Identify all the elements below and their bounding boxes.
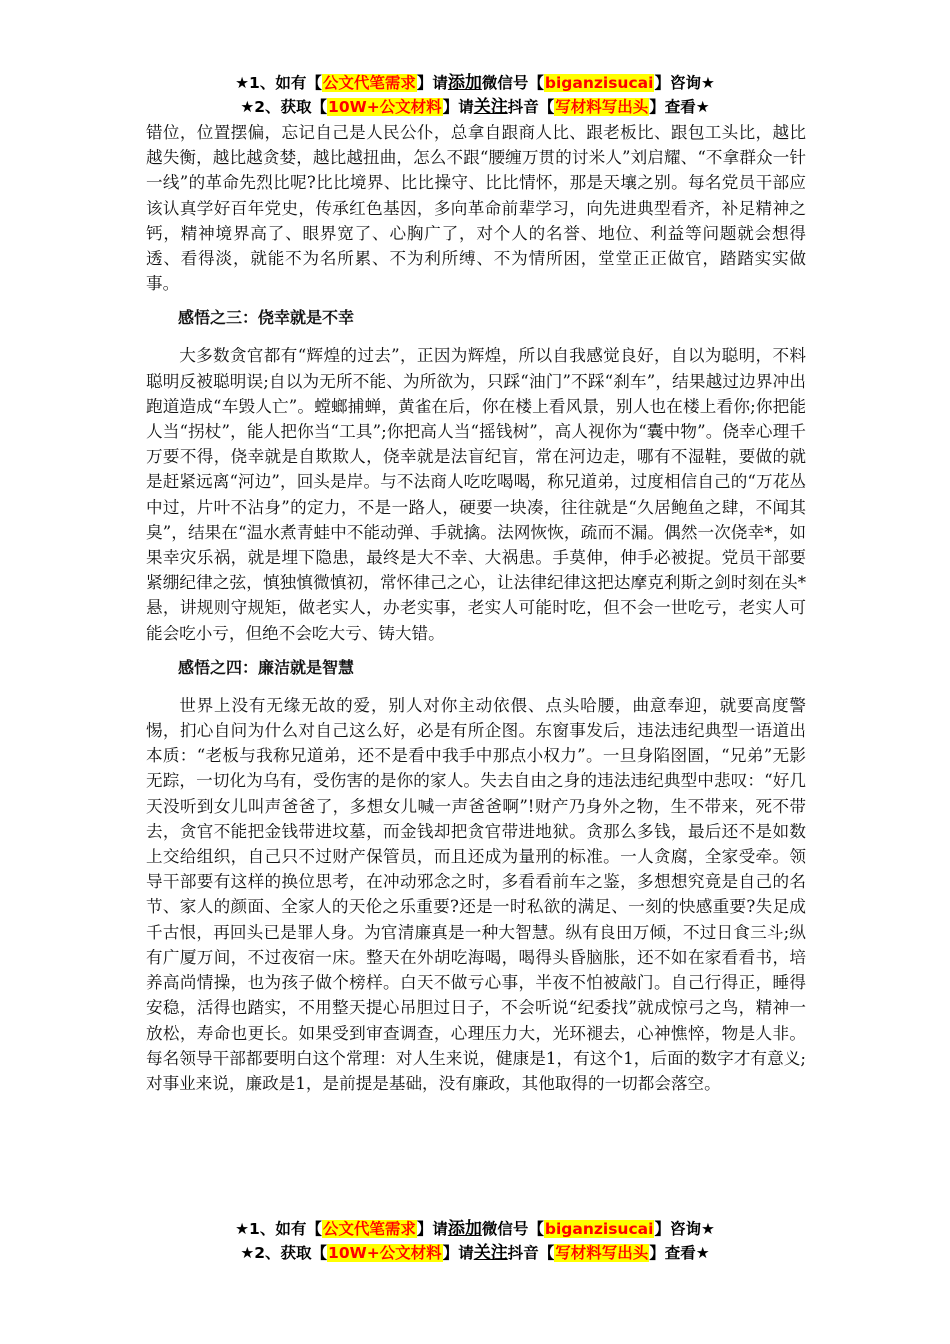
- banner-highlight-wechat-id: biganzisucai: [544, 1220, 654, 1238]
- banner-text: 】请: [416, 1220, 448, 1238]
- banner-text: 微信号【: [481, 1220, 544, 1238]
- section-heading-4: 感悟之四：廉洁就是智慧: [178, 657, 355, 677]
- top-banner-line-1: [0, 72, 950, 94]
- paragraph-section-4: 世界上没有无缘无故的爱，别人对你主动依偎、点头哈腰，曲意奉迎，就要高度警惕，扪心自问为什么对自己这么好，必是有所企图。东窗事发后，违法违纪典型一语道出本质：“老板与我称兄道弟，还不是看中我手中那点小权力”。一旦身陷囹圄，“兄弟”无影无踪，一切化为乌有，受伤害的是你的家人。失去自由之身的违法违纪典型中悲叹：“好几天没听到女儿叫声爸爸了，多想女儿喊一声爸爸啊”!财产乃身外之物，生不带来，死不带去，贪官不能把金钱带进坟墓，而金钱却把贪官带进地狱。贪那么多钱，最后还不是如数上交给组织，自己只不过财产保管员，而且还成为量刑的标准。一人贪腐，全家受牵。领导干部要有这样的换位思考，在冲动邪念之时，多看看前车之鉴，多想想究竟是自己的名节、家人的颜面、全家人的天伦之乐重要?还是一时私欲的满足、一刻的快感重要?失足成千古恨，再回头已是罪人身。为官清廉真是一种大智慧。纵有良田万倾，不过日食三斗;纵有广厦万间，不过夜宿一床。整天在外胡吃海喝，喝得头昏脑胀，还不如在家看看书，培养高尚情操，也为孩子做个榜样。白天不做亏心事，半夜不怕被敲门。自己行得正，睡得安稳，活得也踏实，不用整天提心吊胆过日子，不会听说“纪委找”就成惊弓之鸟，精神一放松，寿命也更长。如果受到审查调查，心理压力大，光环褪去，心神憔悴，物是人非。每名领导干部都要明白这个常理：对人生来说，健康是1，有这个1，后面的数字才有意义;对事业来说，廉政是1，是前提是基础，没有廉政，其他取得的一切都会落空。: [146, 695, 806, 1093]
- banner-text: ★1、如有【: [235, 74, 322, 92]
- banner-text: 】请: [442, 98, 474, 116]
- banner-text: ★1、如有【: [235, 1220, 322, 1238]
- banner-text: 抖音【: [507, 1244, 555, 1262]
- section-heading-3: 感悟之三：侥幸就是不幸: [178, 308, 355, 328]
- banner-text: 】咨询★: [654, 74, 715, 92]
- banner-highlight-douyin-id: 写材料写出头: [555, 98, 649, 116]
- banner-emphasis: 关注: [473, 97, 508, 117]
- banner-text: 】请: [442, 1244, 474, 1262]
- banner-text: 】请: [416, 74, 448, 92]
- bottom-banner-line-1: [0, 1218, 950, 1240]
- banner-emphasis: 添加: [447, 73, 482, 93]
- banner-emphasis: 关注: [473, 1243, 508, 1263]
- banner-text: 】咨询★: [654, 1220, 715, 1238]
- banner-text: ★2、获取【: [240, 98, 328, 116]
- banner-text: ★2、获取【: [240, 1244, 328, 1262]
- top-banner-line-2: [0, 96, 950, 118]
- banner-text: 微信号【: [481, 74, 544, 92]
- paragraph-section-3: 大多数贪官都有“辉煌的过去”，正因为辉煌，所以自我感觉良好，自以为聪明，不料聪明反被聪明误;自以为无所不能、为所欲为，只踩“油门”不踩“刹车”，结果越过边界冲出跑道造成“车毁人亡”。螳螂捕蝉，黄雀在后，你在楼上看风景，别人也在楼上看你;你把能人当“拐杖”，能人把你当“工具”;你把高人当“摇钱树”，高人视你为“囊中物”。侥幸心理千万要不得，侥幸就是自欺欺人，侥幸就是法盲纪盲，常在河边走，哪有不湿鞋，要做的就是赶紧远离“河边”，回头是岸。与不法商人吃吃喝喝，称兄道弟，过度相信自己的“万花丛中过，片叶不沾身”的定力，不是一路人，硬要一块凑，往往就是“久居鲍鱼之肆，不闻其臭”，结果在“温水煮青蛙中不能动弹、手就擒。法网恢恢，疏而不漏。偶然一次侥幸*，如果幸灾乐祸，就是埋下隐患，最终是大不幸、大祸患。手莫伸，伸手必被捉。党员干部要紧绷纪律之弦，慎独慎微慎初，常怀律己之心，让法律纪律这把达摩克利斯之剑时刻在头*悬，讲规则守规矩，做老实人，办老实事，老实人可能时吃，但不会一世吃亏，老实人可能会吃小亏，但绝不会吃大亏、铸大错。: [146, 346, 806, 643]
- banner-text: 】查看★: [649, 98, 710, 116]
- banner-highlight-service: 公文代笔需求: [322, 74, 416, 92]
- banner-highlight-wechat-id: biganzisucai: [544, 74, 654, 92]
- bottom-banner-line-2: [0, 1242, 950, 1264]
- banner-highlight-douyin-id: 写材料写出头: [555, 1244, 649, 1262]
- article-body: [146, 120, 806, 1096]
- banner-highlight-materials: 10W+公文材料: [328, 1244, 442, 1262]
- banner-highlight-service: 公文代笔需求: [322, 1220, 416, 1238]
- banner-emphasis: 添加: [447, 1219, 482, 1239]
- paragraph-continuation: 错位，位置摆偏，忘记自己是人民公仆，总拿自跟商人比、跟老板比、跟包工头比，越比越失衡，越比越贪婪，越比越扭曲，怎么不跟“腰缠万贯的讨米人”刘启耀、“不拿群众一针一线”的革命先烈比呢?比比境界、比比操守、比比情怀，那是天壤之别。每名党员干部应该认真学好百年党史，传承红色基因，多向革命前辈学习，向先进典型看齐，补足精神之钙，精神境界高了、眼界宽了、心胸广了，对个人的名誉、地位、利益等问题就会想得透、看得淡，就能不为名所累、不为利所缚、不为情所困，堂堂正正做官，踏踏实实做事。: [146, 123, 806, 294]
- banner-highlight-materials: 10W+公文材料: [328, 98, 442, 116]
- banner-text: 抖音【: [507, 98, 555, 116]
- banner-text: 】查看★: [649, 1244, 710, 1262]
